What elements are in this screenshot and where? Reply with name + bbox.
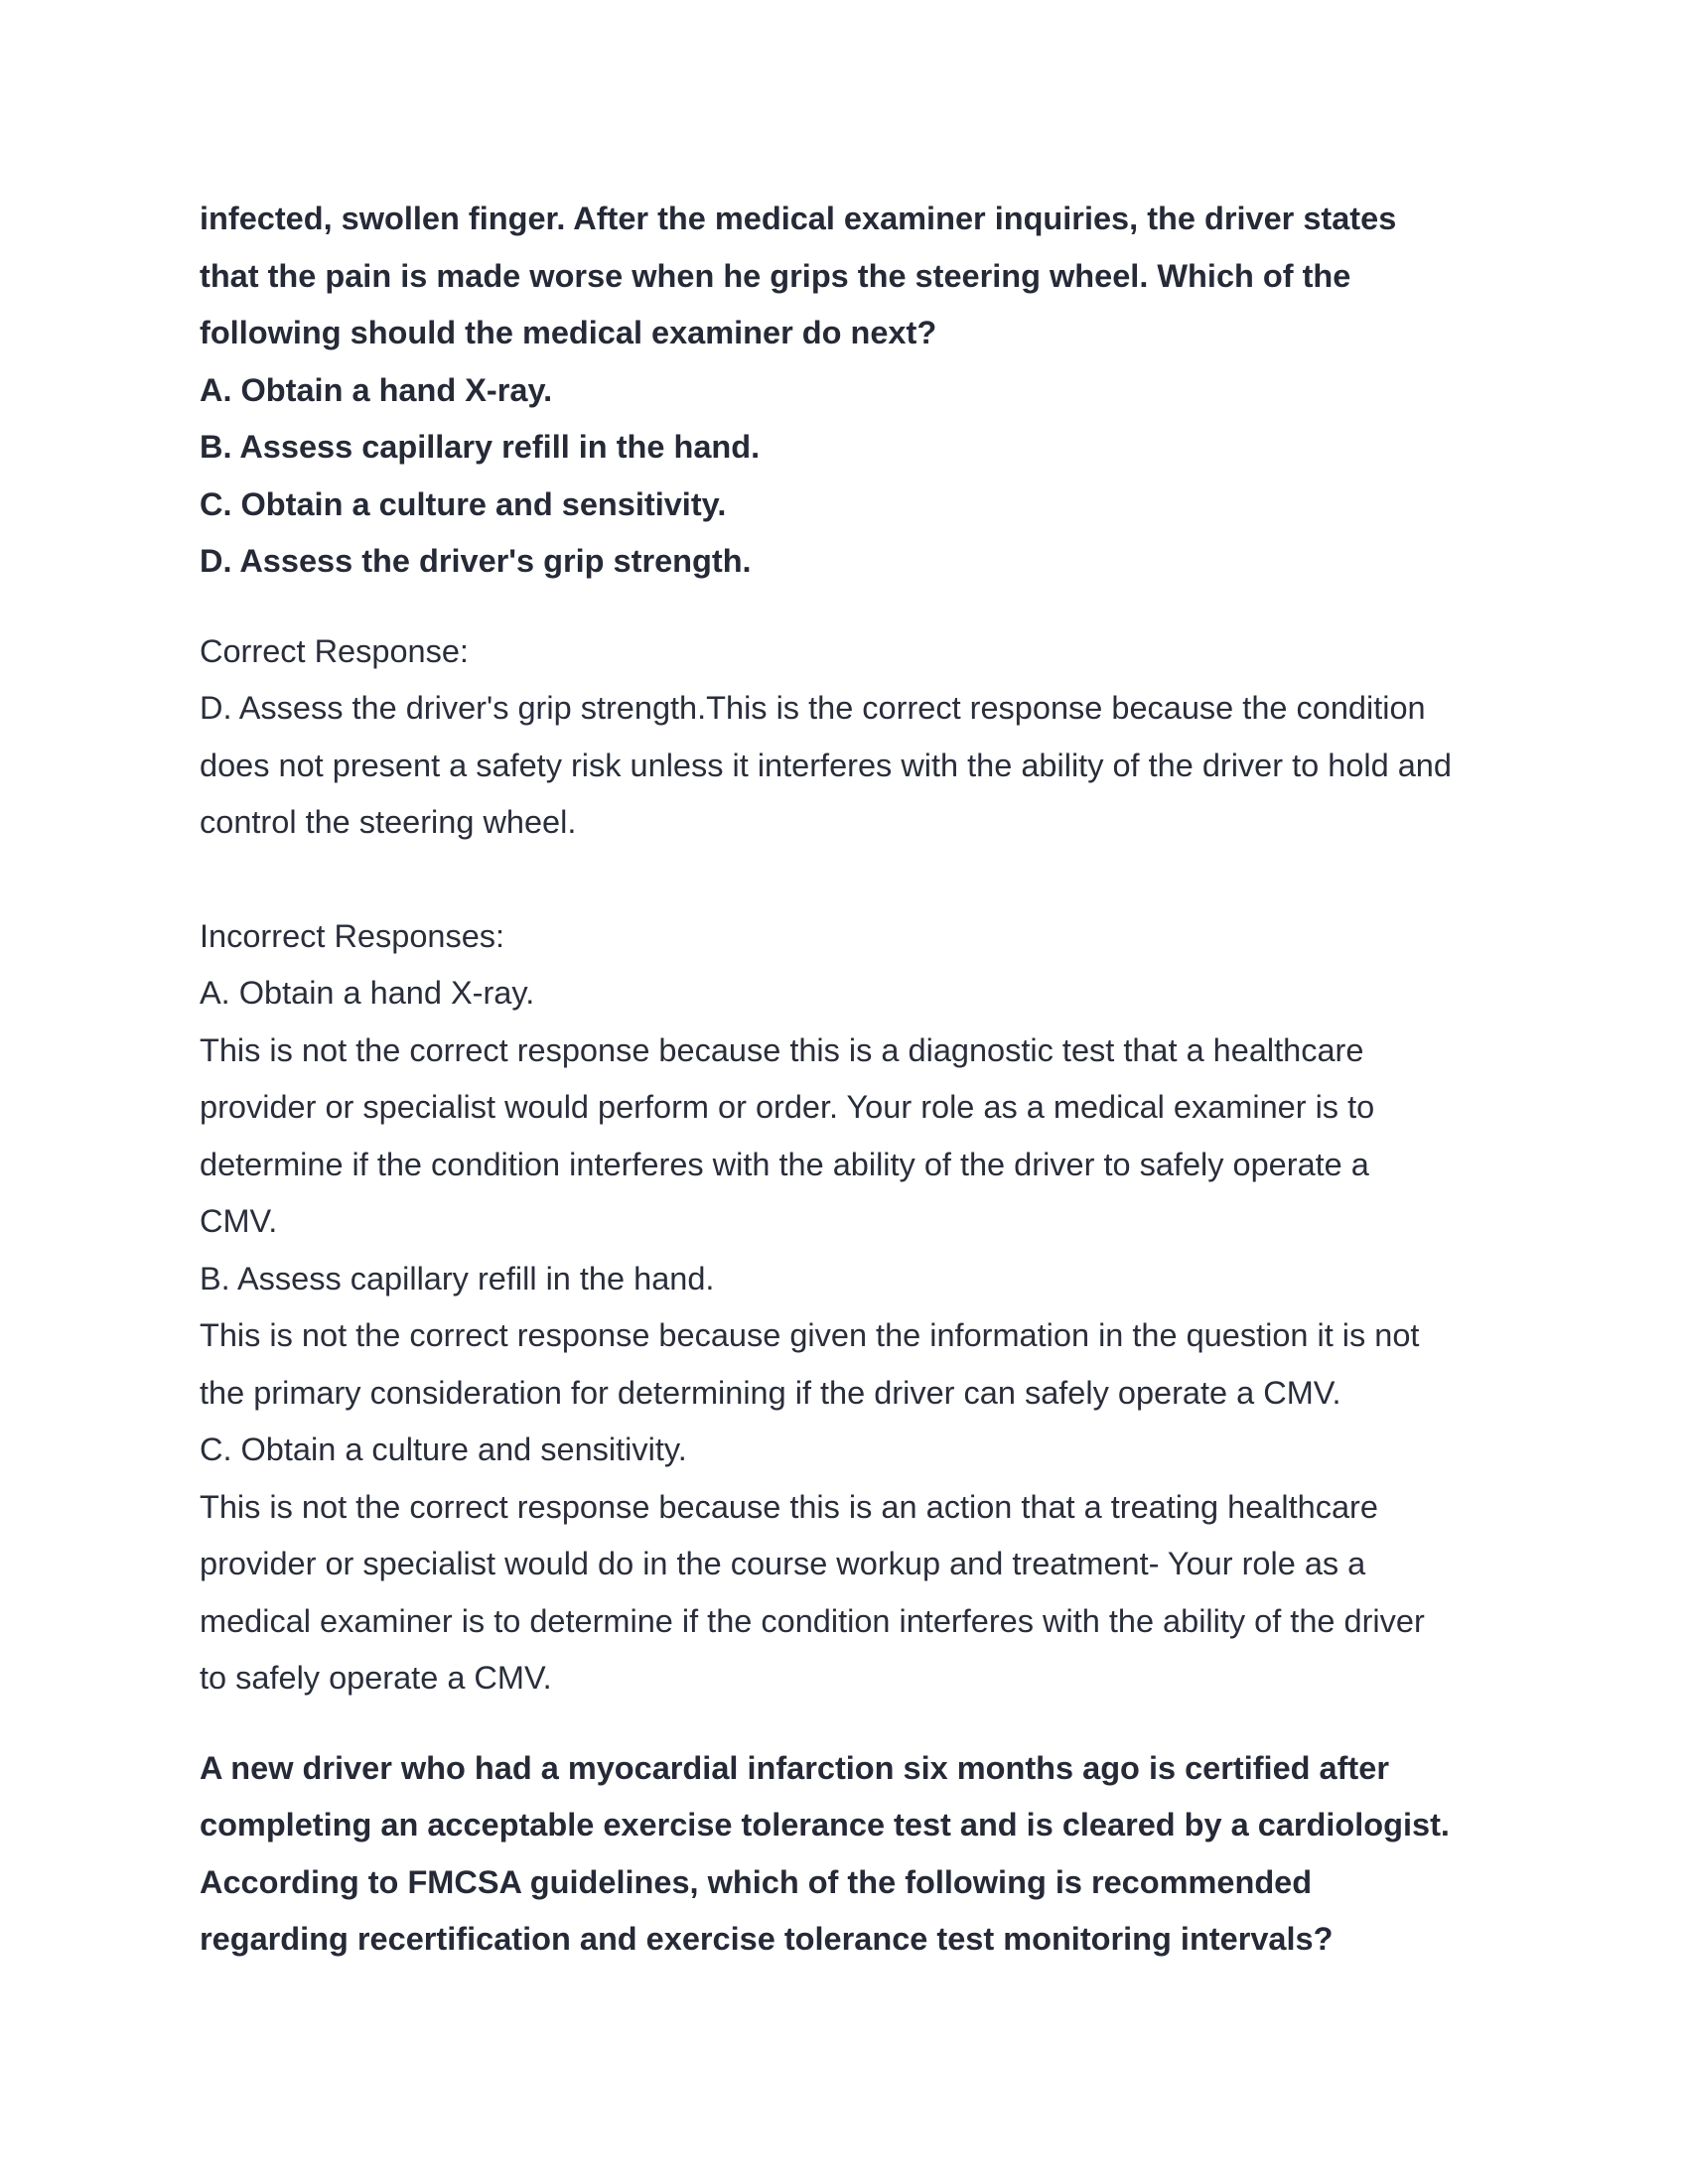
stem-line: that the pain is made worse when he grips the steering wheel. Which of the xyxy=(200,257,1351,294)
explanation-line: CMV. xyxy=(200,1203,278,1239)
question-1-stem xyxy=(200,191,1510,362)
explanation-line: B. Assess capillary refill in the hand. xyxy=(200,1260,715,1297)
question-1-options xyxy=(200,362,1510,591)
correct-response-section xyxy=(200,623,1510,852)
explanation-line: provider or specialist would do in the course workup and treatment- Your role as a xyxy=(200,1546,1366,1581)
explanation-line: determine if the condition interferes with the ability of the driver to safely operate a xyxy=(200,1146,1369,1182)
document-page xyxy=(200,191,1510,1969)
option-a: A. Obtain a hand X-ray. xyxy=(200,371,553,408)
stem-line: regarding recertification and exercise tolerance test monitoring intervals? xyxy=(200,1921,1334,1957)
explanation-line: medical examiner is to determine if the condition interferes with the ability of the driver xyxy=(200,1602,1425,1639)
stem-line: infected, swollen finger. After the medical examiner inquiries, the driver states xyxy=(200,201,1397,236)
incorrect-responses-heading: Incorrect Responses: xyxy=(200,917,505,954)
stem-line: A new driver who had a myocardial infarction six months ago is certified after xyxy=(200,1749,1389,1786)
incorrect-responses-section xyxy=(200,908,1510,1707)
question-1 xyxy=(200,191,1510,1707)
explanation-line: to safely operate a CMV. xyxy=(200,1660,552,1696)
explanation-line: the primary consideration for determining if the driver can safely operate a CMV. xyxy=(200,1374,1341,1411)
stem-line: following should the medical examiner do next? xyxy=(200,315,937,350)
explanation-line: This is not the correct response because given the information in the question it is not xyxy=(200,1317,1420,1353)
explanation-line: This is not the correct response because this is a diagnostic test that a healthcare xyxy=(200,1031,1364,1068)
option-d: D. Assess the driver's grip strength. xyxy=(200,543,752,579)
explanation-line: control the steering wheel. xyxy=(200,804,577,840)
option-c: C. Obtain a culture and sensitivity. xyxy=(200,485,727,522)
question-2 xyxy=(200,1740,1510,1969)
explanation-line: D. Assess the driver's grip strength.This is the correct response because the condition xyxy=(200,690,1426,726)
explanation-line: C. Obtain a culture and sensitivity. xyxy=(200,1432,687,1467)
question-2-stem xyxy=(200,1740,1510,1969)
stem-line: According to FMCSA guidelines, which of the following is recommended xyxy=(200,1863,1313,1900)
correct-response-heading: Correct Response: xyxy=(200,632,469,669)
explanation-line: A. Obtain a hand X-ray. xyxy=(200,975,535,1011)
stem-line: completing an acceptable exercise tolerance test and is cleared by a cardiologist. xyxy=(200,1807,1450,1843)
explanation-line: does not present a safety risk unless it interferes with the ability of the driver to hold and xyxy=(200,747,1452,783)
option-b: B. Assess capillary refill in the hand. xyxy=(200,429,761,465)
explanation-line: provider or specialist would perform or order. Your role as a medical examiner is to xyxy=(200,1089,1375,1125)
explanation-line: This is not the correct response because this is an action that a treating healthcare xyxy=(200,1488,1378,1525)
